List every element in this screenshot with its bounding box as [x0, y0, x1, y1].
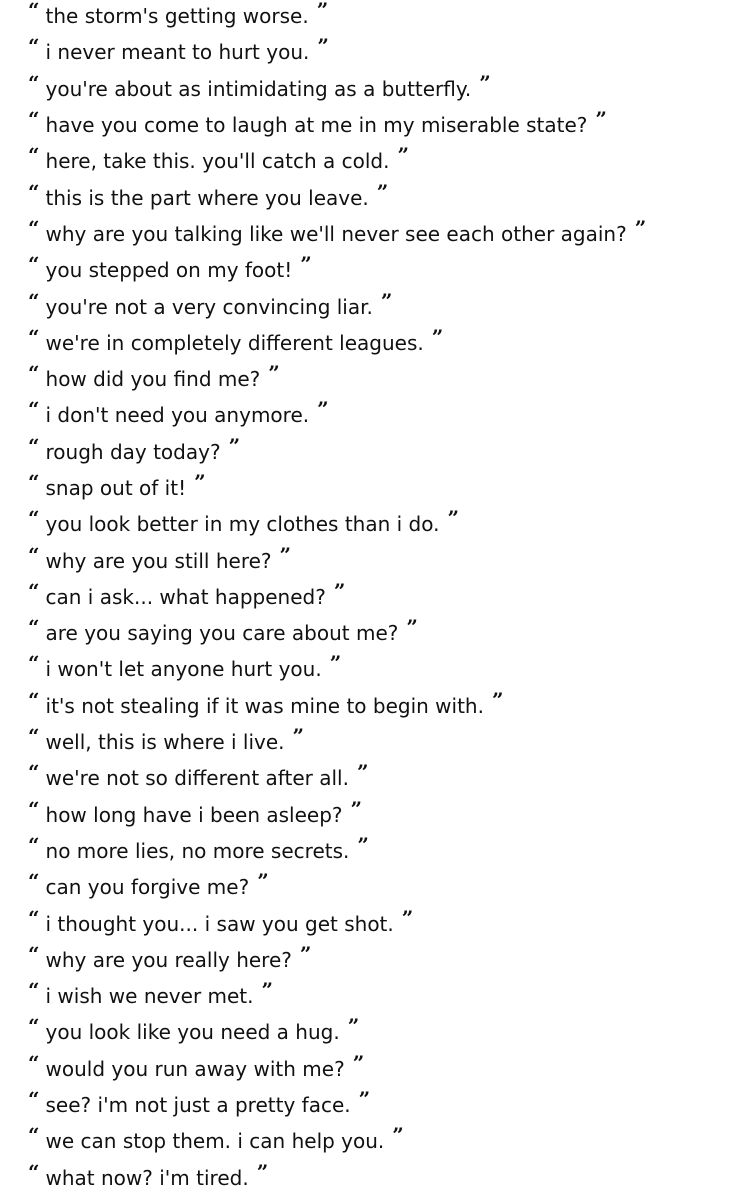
- prompt-item: [28, 978, 737, 1014]
- prompt-item: [28, 107, 737, 143]
- open-quote-mark: “: [28, 651, 40, 676]
- prompt-text: are you saying you care about me?: [45, 621, 399, 646]
- prompt-text: you're about as intimidating as a butterfly.: [45, 76, 472, 101]
- prompt-item: [28, 1014, 737, 1050]
- close-quote-mark: ”: [406, 615, 418, 640]
- prompt-item: [28, 579, 737, 615]
- close-quote-mark: ”: [491, 687, 504, 712]
- close-quote-mark: ”: [350, 796, 363, 821]
- prompt-text: here, take this. you'll catch a cold.: [45, 149, 390, 174]
- open-quote-mark: “: [28, 760, 40, 785]
- close-quote-mark: ”: [317, 34, 329, 59]
- close-quote-mark: ”: [228, 433, 241, 458]
- open-quote-mark: “: [28, 397, 40, 422]
- prompt-text: have you come to laugh at me in my miserable state?: [45, 113, 588, 138]
- prompt-text: you're not a very convincing liar.: [45, 294, 373, 319]
- prompt-text: rough day today?: [45, 439, 221, 464]
- prompt-text: well, this is where i live.: [45, 730, 285, 755]
- prompt-item: [28, 397, 737, 433]
- close-quote-mark: ”: [261, 978, 274, 1003]
- open-quote-mark: “: [28, 796, 40, 821]
- prompt-item: [28, 1160, 737, 1196]
- close-quote-mark: ”: [479, 70, 491, 95]
- close-quote-mark: ”: [397, 143, 409, 168]
- prompt-item: [28, 942, 737, 978]
- open-quote-mark: “: [28, 70, 40, 95]
- prompt-text: why are you still here?: [45, 548, 272, 573]
- prompt-text: what now? i'm tired.: [45, 1165, 249, 1190]
- open-quote-mark: “: [28, 978, 40, 1003]
- prompt-item: [28, 0, 737, 34]
- close-quote-mark: ”: [292, 724, 305, 749]
- open-quote-mark: “: [28, 361, 40, 386]
- open-quote-mark: “: [28, 470, 40, 494]
- open-quote-mark: “: [28, 506, 40, 531]
- close-quote-mark: ”: [317, 397, 329, 422]
- close-quote-mark: ”: [352, 1050, 365, 1075]
- open-quote-mark: “: [28, 1159, 40, 1184]
- prompt-text: i thought you... i saw you get shot.: [45, 911, 394, 936]
- close-quote-mark: ”: [194, 470, 206, 494]
- prompt-item: [28, 143, 737, 179]
- prompt-item: [28, 760, 737, 796]
- prompt-text: i wish we never met.: [45, 984, 254, 1009]
- prompt-item: [28, 688, 737, 724]
- close-quote-mark: ”: [257, 869, 269, 894]
- prompt-item: [28, 71, 737, 107]
- close-quote-mark: ”: [333, 578, 346, 603]
- prompt-text: i never meant to hurt you.: [45, 40, 310, 65]
- open-quote-mark: “: [28, 905, 40, 930]
- close-quote-mark: ”: [380, 288, 393, 313]
- prompt-text: how long have i been asleep?: [45, 802, 343, 827]
- close-quote-mark: ”: [401, 905, 414, 930]
- prompt-text: we're in completely different leagues.: [45, 330, 424, 355]
- prompt-item: [28, 34, 737, 70]
- prompt-item: [28, 179, 737, 215]
- open-quote-mark: “: [28, 0, 40, 23]
- prompt-text: why are you really here?: [45, 947, 292, 972]
- prompt-text: why are you talking like we'll never see each other again?: [45, 221, 627, 246]
- open-quote-mark: “: [28, 433, 40, 458]
- prompt-text: i won't let anyone hurt you.: [45, 657, 322, 682]
- open-quote-mark: “: [28, 869, 40, 894]
- close-quote-mark: ”: [299, 941, 312, 966]
- close-quote-mark: ”: [376, 179, 389, 204]
- close-quote-mark: ”: [256, 1159, 269, 1184]
- prompt-text: how did you find me?: [45, 367, 261, 392]
- prompt-text: it's not stealing if it was mine to begin with.: [45, 693, 484, 718]
- prompt-item: [28, 833, 737, 869]
- prompt-text: can i ask... what happened?: [45, 584, 326, 609]
- prompt-text: can you forgive me?: [45, 875, 250, 900]
- close-quote-mark: ”: [347, 1014, 360, 1039]
- open-quote-mark: “: [28, 34, 40, 59]
- prompt-text: no more lies, no more secrets.: [45, 838, 350, 863]
- open-quote-mark: “: [28, 1050, 40, 1075]
- prompt-item: [28, 1051, 737, 1087]
- open-quote-mark: “: [28, 288, 40, 313]
- prompt-text: see? i'm not just a pretty face.: [45, 1093, 351, 1118]
- open-quote-mark: “: [28, 1087, 40, 1112]
- prompt-text: this is the part where you leave.: [45, 185, 369, 210]
- prompt-item: [28, 506, 737, 542]
- prompt-item: [28, 542, 737, 578]
- close-quote-mark: ”: [316, 0, 329, 23]
- open-quote-mark: “: [28, 578, 40, 603]
- prompt-text: you look better in my clothes than i do.: [45, 512, 440, 537]
- prompt-item: [28, 651, 737, 687]
- open-quote-mark: “: [28, 1014, 40, 1039]
- close-quote-mark: ”: [279, 542, 292, 567]
- open-quote-mark: “: [28, 724, 40, 749]
- prompt-item: [28, 216, 737, 252]
- prompt-text: i don't need you anymore.: [45, 403, 310, 428]
- open-quote-mark: “: [28, 615, 40, 640]
- open-quote-mark: “: [28, 941, 40, 966]
- close-quote-mark: ”: [447, 506, 459, 531]
- prompt-text: you look like you need a hug.: [45, 1020, 340, 1045]
- prompt-text: the storm's getting worse.: [45, 4, 309, 29]
- prompt-item: [28, 905, 737, 941]
- close-quote-mark: ”: [329, 651, 342, 676]
- close-quote-mark: ”: [358, 1087, 371, 1112]
- open-quote-mark: “: [28, 143, 40, 168]
- prompt-item: [28, 434, 737, 470]
- prompt-text: would you run away with me?: [45, 1056, 345, 1081]
- prompt-item: [28, 615, 737, 651]
- prompt-text: snap out of it!: [45, 476, 187, 500]
- prompt-item: [28, 1087, 737, 1123]
- open-quote-mark: “: [28, 324, 40, 349]
- prompt-text: you stepped on my foot!: [45, 258, 293, 283]
- close-quote-mark: ”: [634, 215, 647, 240]
- prompt-item: [28, 470, 737, 506]
- open-quote-mark: “: [28, 252, 40, 277]
- prompt-item: [28, 724, 737, 760]
- open-quote-mark: “: [28, 542, 40, 567]
- prompt-text: we're not so different after all.: [45, 766, 349, 791]
- close-quote-mark: ”: [392, 1123, 404, 1148]
- prompt-item: [28, 325, 737, 361]
- open-quote-mark: “: [28, 687, 40, 712]
- prompt-item: [28, 252, 737, 288]
- close-quote-mark: ”: [357, 832, 369, 857]
- prompt-item: [28, 361, 737, 397]
- open-quote-mark: “: [28, 832, 40, 857]
- close-quote-mark: ”: [300, 252, 312, 277]
- prompt-item: [28, 869, 737, 905]
- prompt-item: [28, 1123, 737, 1159]
- close-quote-mark: ”: [595, 107, 607, 132]
- open-quote-mark: “: [28, 107, 40, 132]
- close-quote-mark: ”: [268, 361, 280, 386]
- close-quote-mark: ”: [356, 760, 369, 785]
- open-quote-mark: “: [28, 179, 40, 204]
- open-quote-mark: “: [28, 1123, 40, 1148]
- prompt-item: [28, 797, 737, 833]
- open-quote-mark: “: [28, 215, 40, 240]
- prompt-text: we can stop them. i can help you.: [45, 1129, 385, 1154]
- close-quote-mark: ”: [431, 324, 444, 349]
- prompt-item: [28, 288, 737, 324]
